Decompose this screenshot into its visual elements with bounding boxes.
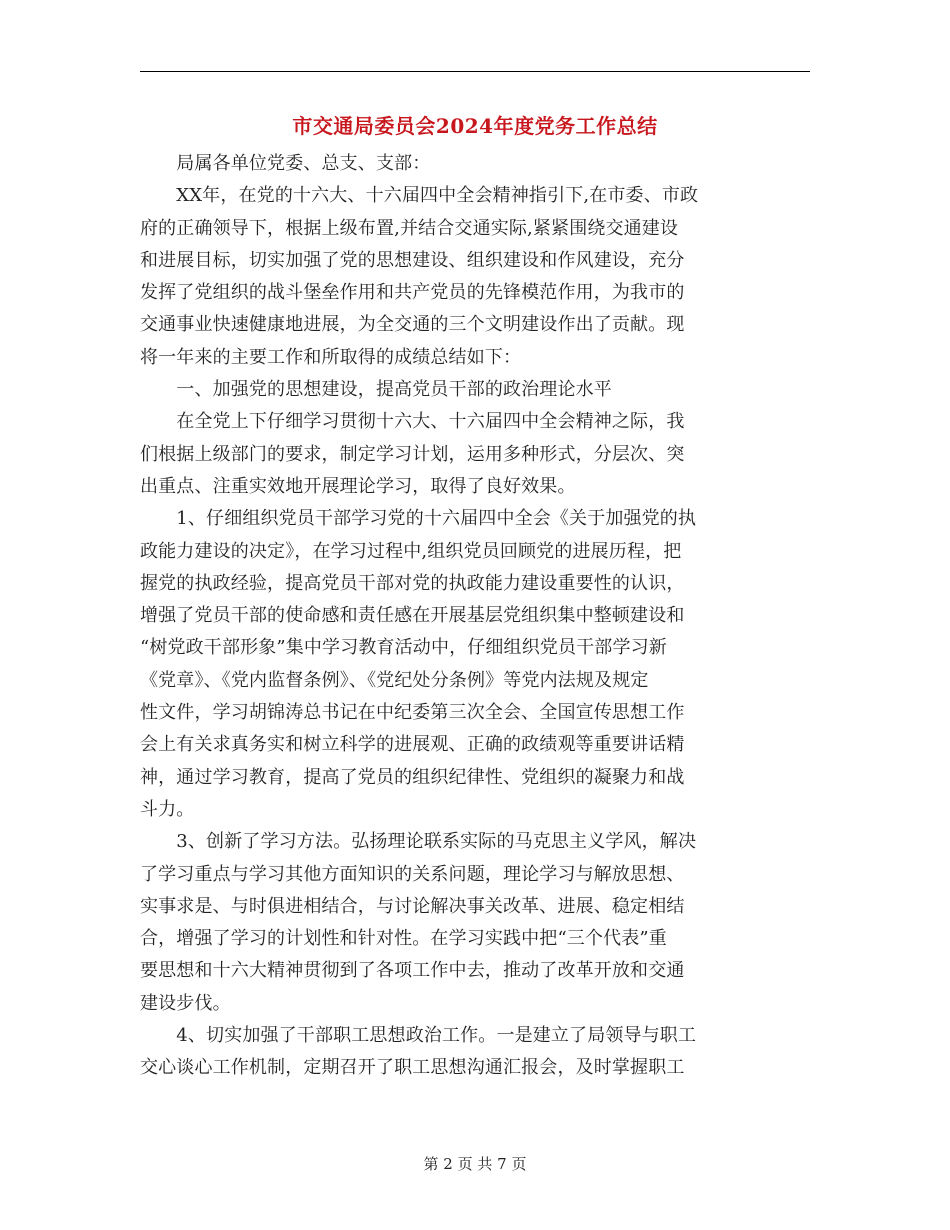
body-text-line: 神，通过学习教育，提高了党员的组织纪律性、党组织的凝聚力和战 — [140, 766, 685, 788]
body-text-line: 合，增强了学习的计划性和针对性。在学习实践中把“三个代表”重 — [140, 928, 667, 950]
body-text-line: 4、切实加强了干部职工思想政治工作。一是建立了局领导与职工 — [140, 1025, 697, 1047]
body-text-line: 会上有关求真务实和树立科学的进展观、正确的政绩观等重要讲话精 — [140, 734, 685, 756]
body-text-line: 建设步伐。 — [140, 992, 231, 1014]
body-text-line: “树党政干部形象”集中学习教育活动中，仔细组织党员干部学习新 — [140, 637, 667, 659]
body-text-line: 和进展目标，切实加强了党的思想建设、组织建设和作风建设，充分 — [140, 249, 685, 271]
body-text-line: 握党的执政经验，提高党员干部对党的执政能力建设重要性的认识， — [140, 572, 685, 594]
document-title: 市交通局委员会2024年度党务工作总结 — [292, 114, 658, 138]
body-text-line: 斗力。 — [140, 798, 195, 820]
body-text-line: 府的正确领导下，根据上级布置,并结合交通实际,紧紧围绕交通建设 — [140, 217, 679, 239]
body-text-line: 政能力建设的决定》，在学习过程中,组织党员回顾党的进展历程，把 — [140, 540, 682, 562]
document-body — [140, 148, 812, 1085]
body-text-line: 3、创新了学习方法。弘扬理论联系实际的马克思主义学风，解决 — [140, 831, 697, 853]
body-text-line: 发挥了党组织的战斗堡垒作用和共产党员的先锋模范作用，为我市的 — [140, 282, 685, 304]
page-footer: 第 2 页 共 7 页 — [423, 1155, 527, 1173]
body-text-line: 性文件，学习胡锦涛总书记在中纪委第三次全会、全国宣传思想工作 — [140, 702, 685, 724]
body-text-line: 将一年来的主要工作和所取得的成绩总结如下： — [140, 346, 522, 368]
body-text-line: 了学习重点与学习其他方面知识的关系问题，理论学习与解放思想、 — [140, 863, 685, 885]
body-text-line: 们根据上级部门的要求，制定学习计划，运用多种形式，分层次、突 — [140, 443, 685, 465]
body-text-line: 实事求是、与时俱进相结合，与讨论解决事关改革、进展、稳定相结 — [140, 895, 685, 917]
body-text-line: XX年，在党的十六大、十六届四中全会精神指引下,在市委、市政 — [140, 185, 699, 207]
body-text-line: 要思想和十六大精神贯彻到了各项工作中去，推动了改革开放和交通 — [140, 960, 685, 982]
body-text-line: 一、加强党的思想建设，提高党员干部的政治理论水平 — [140, 379, 612, 401]
body-text-line: 出重点、注重实效地开展理论学习，取得了良好效果。 — [140, 475, 576, 497]
body-text-line: 在全党上下仔细学习贯彻十六大、十六届四中全会精神之际，我 — [140, 411, 685, 433]
body-text-line: 《党章》、《党内监督条例》、《党纪处分条例》等党内法规及规定 — [140, 669, 649, 691]
body-text-line: 1、仔细组织党员干部学习党的十六届四中全会《关于加强党的执 — [140, 508, 697, 530]
body-text-line: 交通事业快速健康地进展，为全交通的三个文明建设作出了贡献。现 — [140, 314, 685, 336]
header-rule — [140, 71, 810, 72]
body-text-line: 增强了党员干部的使命感和责任感在开展基层党组织集中整顿建设和 — [140, 605, 685, 627]
body-text-line: 局属各单位党委、总支、支部： — [140, 153, 431, 174]
body-text-line: 交心谈心工作机制，定期召开了职工思想沟通汇报会，及时掌握职工 — [140, 1057, 685, 1079]
